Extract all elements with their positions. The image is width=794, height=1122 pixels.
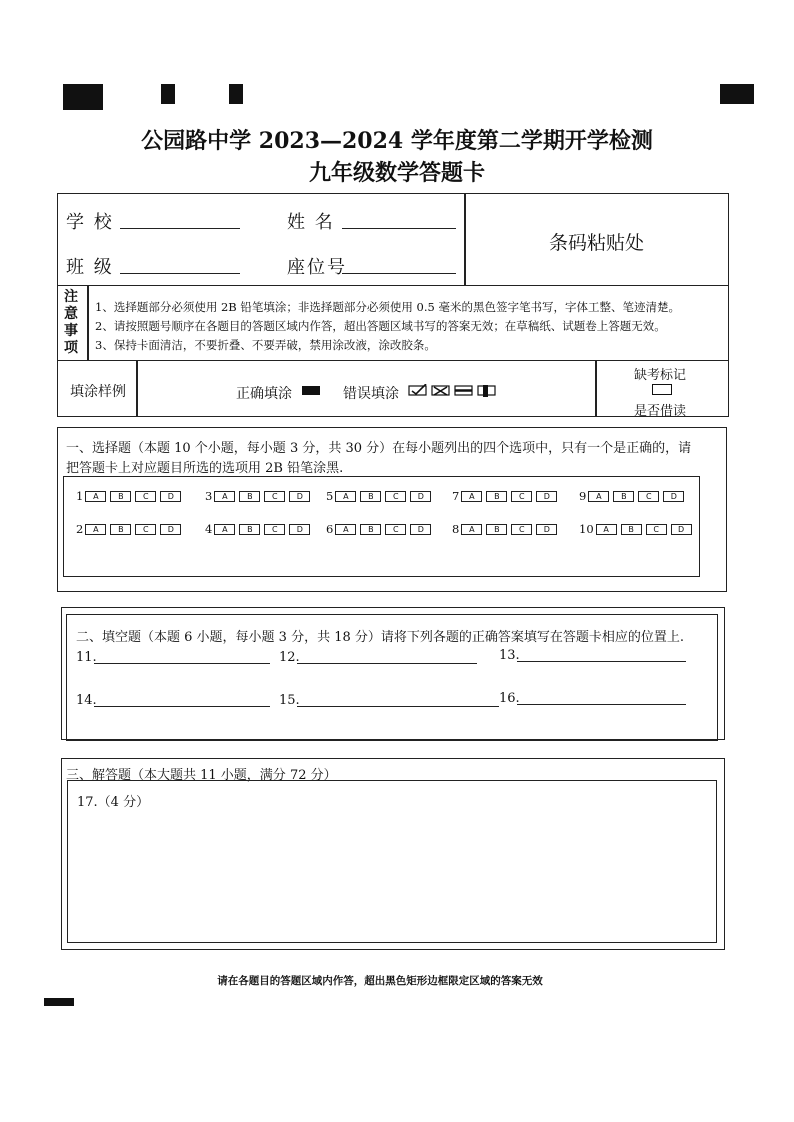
check-mark-icon — [409, 384, 426, 395]
alignment-mark — [720, 84, 754, 104]
option-bubble[interactable]: B — [239, 491, 260, 502]
option-bubble[interactable]: B — [110, 491, 131, 502]
school-label: 学 校 — [66, 212, 114, 233]
choice-question — [326, 489, 435, 503]
option-bubble[interactable]: C — [511, 524, 532, 535]
choice-question — [579, 489, 688, 503]
option-bubble[interactable]: A — [335, 524, 356, 535]
option-bubble[interactable]: A — [214, 491, 235, 502]
question-number: 4 — [205, 522, 213, 536]
fill-item-label: 12. — [279, 650, 300, 665]
fill-answer-line[interactable] — [517, 661, 686, 662]
option-bubble[interactable]: B — [360, 491, 381, 502]
correct-fill-example — [302, 386, 320, 395]
option-bubble[interactable]: C — [135, 491, 156, 502]
choice-question — [452, 489, 561, 503]
option-bubble[interactable]: C — [638, 491, 659, 502]
option-bubble[interactable]: A — [335, 491, 356, 502]
alignment-mark — [229, 84, 243, 104]
option-bubble[interactable]: D — [289, 524, 310, 535]
fill-answer-line[interactable] — [94, 706, 270, 707]
alignment-mark — [161, 84, 175, 104]
borrow-label: 是否借读 — [634, 404, 687, 419]
note-line: 1、选择题部分必须使用 2B 铅笔填涂；非选择题部分必须使用 0.5 毫米的黑色签字笔书写，字体工整、笔迹清楚。 — [95, 300, 680, 314]
fill-answer-line[interactable] — [297, 706, 499, 707]
option-bubble[interactable]: A — [214, 524, 235, 535]
option-bubble[interactable]: D — [536, 491, 557, 502]
question-number: 10 — [579, 522, 594, 536]
fill-answer-line[interactable] — [517, 704, 686, 705]
partial-mark-icon — [478, 385, 495, 397]
option-bubble[interactable]: D — [663, 491, 684, 502]
option-bubble[interactable]: B — [239, 524, 260, 535]
alignment-mark — [44, 998, 74, 1006]
option-bubble[interactable]: B — [360, 524, 381, 535]
option-bubble[interactable]: C — [385, 491, 406, 502]
option-bubble[interactable]: D — [410, 524, 431, 535]
fill-title: 二、填空题（本题 6 小题，每小题 3 分，共 18 分）请将下列各题的正确答案填写在答题卡相应的位置上. — [76, 630, 685, 645]
fill-answer-line[interactable] — [297, 663, 477, 664]
page-title: 公园路中学 2023—2024 学年度第二学期开学检测 — [141, 128, 653, 154]
seat-label: 座位号 — [287, 257, 347, 278]
wrong-fill-label: 错误填涂 — [343, 386, 399, 402]
sample-label: 填涂样例 — [70, 384, 126, 400]
fill-item-label: 11. — [76, 650, 97, 665]
choice-question — [76, 489, 185, 503]
school-field[interactable] — [120, 228, 240, 229]
barcode-area-label: 条码粘贴处 — [548, 232, 644, 254]
correct-fill-label: 正确填涂 — [236, 386, 292, 402]
fill-item-label: 15. — [279, 693, 300, 708]
sample-divider — [136, 360, 138, 417]
question-number: 3 — [205, 489, 213, 503]
notes-divider — [87, 285, 89, 361]
option-bubble[interactable]: A — [461, 524, 482, 535]
option-bubble[interactable]: D — [671, 524, 692, 535]
seat-field[interactable] — [342, 273, 456, 274]
option-bubble[interactable]: A — [461, 491, 482, 502]
name-label: 姓 名 — [287, 212, 335, 233]
choice-question — [579, 522, 696, 536]
option-bubble[interactable]: B — [613, 491, 634, 502]
option-bubble[interactable]: D — [536, 524, 557, 535]
option-bubble[interactable]: A — [588, 491, 609, 502]
option-bubble[interactable]: C — [646, 524, 667, 535]
wrong-fill-examples — [408, 384, 498, 398]
question-number: 9 — [579, 489, 587, 503]
choice-question — [452, 522, 561, 536]
fill-item-label: 13. — [499, 648, 520, 663]
option-bubble[interactable]: C — [135, 524, 156, 535]
question-number: 7 — [452, 489, 460, 503]
class-label: 班 级 — [66, 257, 114, 278]
footer-note: 请在各题目的答题区域内作答，超出黑色矩形边框限定区域的答案无效 — [217, 975, 543, 987]
option-bubble[interactable]: D — [289, 491, 310, 502]
choice-question — [205, 489, 314, 503]
sample-divider — [595, 360, 597, 417]
option-bubble[interactable]: D — [160, 491, 181, 502]
option-bubble[interactable]: D — [410, 491, 431, 502]
page-subtitle: 九年级数学答题卡 — [308, 160, 485, 186]
absent-mark-box[interactable] — [652, 384, 672, 395]
option-bubble[interactable]: C — [385, 524, 406, 535]
notes-heading: 注意事项 — [64, 289, 78, 356]
option-bubble[interactable]: B — [486, 524, 507, 535]
option-bubble[interactable]: D — [160, 524, 181, 535]
name-field[interactable] — [342, 228, 456, 229]
fill-answer-line[interactable] — [94, 663, 270, 664]
choice-question — [205, 522, 314, 536]
choice-title-cont: 把答题卡上对应题目所选的选项用 2B 铅笔涂黑. — [66, 461, 344, 476]
question-number: 1 — [76, 489, 84, 503]
question-number: 5 — [326, 489, 334, 503]
q17-label: 17.（4 分） — [77, 795, 150, 810]
choice-title: 一、选择题（本题 10 个小题，每小题 3 分，共 30 分）在每小题列出的四个选项中，只有一个是正确的，请 — [66, 441, 692, 456]
option-bubble[interactable]: C — [511, 491, 532, 502]
fill-item-label: 16. — [499, 691, 520, 706]
question-number: 2 — [76, 522, 84, 536]
cross-mark-icon — [432, 386, 449, 395]
option-bubble[interactable]: B — [486, 491, 507, 502]
option-bubble[interactable]: A — [85, 491, 106, 502]
question-number: 8 — [452, 522, 460, 536]
solve-title: 三、解答题（本大题共 11 小题，满分 72 分） — [66, 768, 337, 783]
option-bubble[interactable]: A — [596, 524, 617, 535]
option-bubble[interactable]: B — [621, 524, 642, 535]
class-field[interactable] — [120, 273, 240, 274]
choice-question — [326, 522, 435, 536]
question-number: 6 — [326, 522, 334, 536]
note-line: 3、保持卡面清洁，不要折叠、不要弄破，禁用涂改液，涂改胶条。 — [95, 338, 436, 352]
option-bubble[interactable]: B — [110, 524, 131, 535]
dash-mark-icon — [455, 386, 472, 395]
option-bubble[interactable]: C — [264, 491, 285, 502]
fill-item-label: 14. — [76, 693, 97, 708]
alignment-mark — [63, 84, 103, 110]
choice-question — [76, 522, 185, 536]
note-line: 2、请按照题号顺序在各题目的答题区域内作答，超出答题区域书写的答案无效；在草稿纸、试题卷上答题无效。 — [95, 319, 666, 333]
option-bubble[interactable]: A — [85, 524, 106, 535]
q17-answer-area[interactable] — [67, 780, 717, 943]
absent-mark-label: 缺考标记 — [634, 368, 687, 383]
option-bubble[interactable]: C — [264, 524, 285, 535]
